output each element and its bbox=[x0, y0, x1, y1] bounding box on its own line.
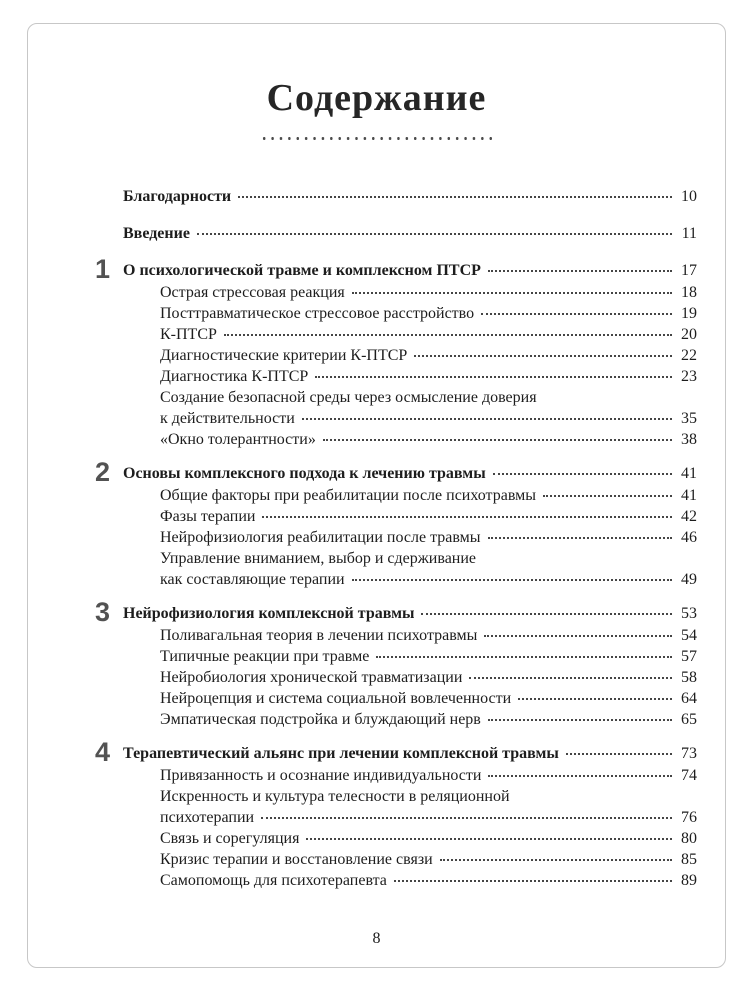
chapter-number: 2 bbox=[95, 457, 110, 487]
dot-leader bbox=[323, 439, 672, 441]
toc-entry bbox=[160, 345, 697, 366]
dot-leader bbox=[414, 355, 672, 357]
toc-entry bbox=[160, 667, 697, 688]
dot-leader bbox=[262, 516, 672, 518]
chapter-heading bbox=[95, 457, 697, 487]
dot-leader bbox=[518, 698, 672, 700]
toc-entry-page-number: 23 bbox=[681, 368, 697, 385]
dot-leader bbox=[352, 292, 672, 294]
dot-leader bbox=[488, 719, 672, 721]
toc-entry bbox=[160, 786, 697, 828]
dot-leader bbox=[488, 270, 672, 272]
toc-entry-label: Общие факторы при реабилитации после психотравмы bbox=[160, 487, 536, 504]
chapter-heading bbox=[95, 597, 697, 627]
toc-entry-page-number: 22 bbox=[681, 347, 697, 364]
chapter-number: 4 bbox=[95, 737, 110, 767]
toc-entry bbox=[160, 765, 697, 786]
toc-entry-label: Поливагальная теория в лечении психотравмы bbox=[160, 627, 478, 644]
toc-entry-page-number: 42 bbox=[681, 508, 697, 525]
toc-entry-label: Кризис терапии и восстановление связи bbox=[160, 851, 433, 868]
chapter-heading bbox=[95, 254, 697, 284]
toc-entry bbox=[160, 709, 697, 730]
toc-chapter bbox=[95, 254, 697, 450]
toc-entry-label: Нейрофизиология реабилитации после травмы bbox=[160, 529, 481, 546]
toc-entry-page-number: 46 bbox=[681, 529, 697, 546]
toc-entry-page-number: 49 bbox=[681, 571, 697, 588]
toc-entry bbox=[160, 303, 697, 324]
toc-entry-label: Самопомощь для психотерапевта bbox=[160, 872, 387, 889]
chapter-number: 1 bbox=[95, 254, 110, 284]
toc-entry-label: Связь и сорегуляция bbox=[160, 830, 300, 847]
toc-entry-label: Привязанность и осознание индивидуальности bbox=[160, 767, 482, 784]
toc-entry-text-line1: Создание безопасной среды через осмысление доверия bbox=[160, 389, 537, 406]
toc-entry-label: Посттравматическое стрессовое расстройство bbox=[160, 305, 475, 322]
toc-entry-label: Эмпатическая подстройка и блуждающий нерв bbox=[160, 711, 481, 728]
toc-entry bbox=[160, 849, 697, 870]
toc-entry-label: К-ПТСР bbox=[160, 326, 217, 343]
toc-entry bbox=[160, 429, 697, 450]
toc-entry-page-number: 20 bbox=[681, 326, 697, 343]
toc-entry-label: О психологической травме и комплексном ПТСР bbox=[123, 262, 481, 279]
chapter-number: 3 bbox=[95, 597, 110, 627]
toc-entry-page-number: 57 bbox=[681, 648, 697, 665]
toc-entry bbox=[160, 646, 697, 667]
page-title: Содержание bbox=[266, 77, 487, 119]
dot-leader bbox=[224, 334, 672, 336]
toc-entry-label: психотерапии bbox=[160, 809, 255, 826]
dot-leader bbox=[440, 859, 672, 861]
toc-entry-page-number: 38 bbox=[681, 431, 697, 448]
toc-entry bbox=[123, 743, 697, 764]
toc-entry-label: Введение bbox=[123, 225, 190, 242]
toc-entry-page-number: 10 bbox=[681, 188, 697, 205]
toc-entry-label: Основы комплексного подхода к лечению травмы bbox=[123, 465, 486, 482]
dot-leader bbox=[306, 838, 672, 840]
table-of-contents bbox=[95, 186, 697, 891]
toc-entry-page-number: 73 bbox=[681, 745, 697, 762]
dot-leader bbox=[493, 473, 672, 475]
toc-entry-page-number: 89 bbox=[681, 872, 697, 889]
toc-entry-label: Типичные реакции при травме bbox=[160, 648, 370, 665]
toc-entry-page-number: 80 bbox=[681, 830, 697, 847]
dot-leader bbox=[238, 196, 672, 198]
toc-entry bbox=[160, 870, 697, 891]
dot-leader bbox=[352, 579, 672, 581]
toc-entry-page-number: 53 bbox=[681, 605, 697, 622]
dot-leader bbox=[484, 635, 672, 637]
toc-entry bbox=[123, 223, 697, 244]
folio-page-number: 8 bbox=[372, 930, 381, 947]
dot-leader bbox=[315, 376, 672, 378]
toc-entry bbox=[160, 828, 697, 849]
chapter-items bbox=[160, 625, 697, 730]
toc-entry bbox=[160, 485, 697, 506]
toc-entry-page-number: 41 bbox=[681, 465, 697, 482]
dot-leader bbox=[488, 537, 672, 539]
dot-leader bbox=[376, 656, 672, 658]
dot-leader bbox=[302, 418, 672, 420]
dot-leader bbox=[481, 313, 672, 315]
toc-front-matter-row bbox=[123, 223, 697, 244]
toc-entry bbox=[123, 186, 697, 207]
toc-entry-label: как составляющие терапии bbox=[160, 571, 345, 588]
toc-entry-page-number: 41 bbox=[681, 487, 697, 504]
dot-leader bbox=[566, 753, 672, 755]
toc-entry bbox=[160, 527, 697, 548]
toc-entry-label: к действительности bbox=[160, 410, 295, 427]
toc-entry-page-number: 11 bbox=[681, 225, 697, 242]
toc-entry-label: «Окно толерантности» bbox=[160, 431, 316, 448]
toc-entry bbox=[123, 463, 697, 484]
toc-front-matter-row bbox=[123, 186, 697, 207]
toc-entry-page-number: 17 bbox=[681, 262, 697, 279]
dot-leader bbox=[421, 613, 672, 615]
toc-entry bbox=[160, 324, 697, 345]
dot-leader bbox=[197, 233, 672, 235]
toc-entry bbox=[160, 625, 697, 646]
toc-entry-label: Диагностика К-ПТСР bbox=[160, 368, 309, 385]
toc-chapter bbox=[95, 597, 697, 730]
toc-entry-page-number: 74 bbox=[681, 767, 697, 784]
toc-entry-label: Благодарности bbox=[123, 188, 232, 205]
chapter-items bbox=[160, 485, 697, 590]
chapter-items bbox=[160, 765, 697, 891]
toc-entry-label: Нейробиология хронической травматизации bbox=[160, 669, 463, 686]
toc-entry-page-number: 85 bbox=[681, 851, 697, 868]
toc-entry bbox=[160, 506, 697, 527]
title-dotted-divider bbox=[260, 137, 494, 140]
toc-entry-text-line1: Управление вниманием, выбор и сдерживание bbox=[160, 550, 477, 567]
toc-entry-page-number: 19 bbox=[681, 305, 697, 322]
chapter-items bbox=[160, 282, 697, 450]
toc-entry-page-number: 65 bbox=[681, 711, 697, 728]
toc-entry-label: Терапевтический альянс при лечении комплексной травмы bbox=[123, 745, 559, 762]
toc-entry-label: Нейрофизиология комплексной травмы bbox=[123, 605, 415, 622]
dot-leader bbox=[543, 495, 672, 497]
toc-entry bbox=[123, 603, 697, 624]
toc-entry-text-line1: Искренность и культура телесности в реляционной bbox=[160, 788, 510, 805]
toc-chapter bbox=[95, 457, 697, 590]
chapter-heading bbox=[95, 737, 697, 767]
dot-leader bbox=[394, 880, 672, 882]
toc-entry-label: Острая стрессовая реакция bbox=[160, 284, 345, 301]
toc-entry-page-number: 64 bbox=[681, 690, 697, 707]
toc-chapter bbox=[95, 737, 697, 891]
toc-entry-page-number: 58 bbox=[681, 669, 697, 686]
toc-entry bbox=[160, 387, 697, 429]
toc-entry bbox=[160, 548, 697, 590]
dot-leader bbox=[469, 677, 672, 679]
toc-entry bbox=[123, 260, 697, 281]
toc-entry bbox=[160, 282, 697, 303]
toc-entry-page-number: 18 bbox=[681, 284, 697, 301]
toc-entry-label: Диагностические критерии К-ПТСР bbox=[160, 347, 408, 364]
toc-entry bbox=[160, 688, 697, 709]
toc-entry-label: Фазы терапии bbox=[160, 508, 256, 525]
toc-entry-page-number: 76 bbox=[681, 809, 697, 826]
toc-entry-page-number: 54 bbox=[681, 627, 697, 644]
toc-entry-page-number: 35 bbox=[681, 410, 697, 427]
toc-entry-label: Нейроцепция и система социальной вовлеченности bbox=[160, 690, 512, 707]
dot-leader bbox=[261, 817, 672, 819]
dot-leader bbox=[488, 775, 672, 777]
toc-entry bbox=[160, 366, 697, 387]
